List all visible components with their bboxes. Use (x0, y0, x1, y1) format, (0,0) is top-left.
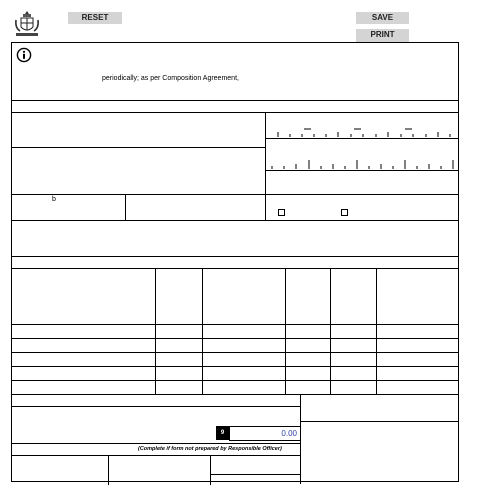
table-row (11, 366, 459, 367)
comb-input-bottom[interactable] (266, 158, 459, 172)
print-button[interactable]: PRINT (356, 29, 409, 42)
divider (210, 455, 211, 485)
info-text: periodically; as per Composition Agreement, (102, 75, 239, 82)
divider (11, 256, 459, 257)
table-column-line (285, 268, 286, 394)
divider (210, 474, 301, 475)
comb-input-top[interactable] (266, 118, 459, 140)
checkbox-option-2[interactable] (341, 209, 348, 216)
table-row (11, 324, 459, 325)
checkbox-option-1[interactable] (278, 209, 285, 216)
divider (11, 112, 459, 113)
info-icon (16, 47, 32, 63)
field-b-label: b (52, 196, 56, 203)
responsible-officer-note: (Complete if form not prepared by Responsible Officer) (138, 446, 282, 452)
reset-button[interactable]: RESET (68, 12, 122, 24)
divider (11, 406, 301, 407)
coat-of-arms-logo (12, 8, 42, 38)
save-button[interactable]: SAVE (356, 12, 409, 24)
divider (11, 443, 301, 444)
table-column-line (155, 268, 156, 394)
divider (11, 455, 301, 456)
table-column-line (376, 268, 377, 394)
divider (11, 268, 459, 269)
form-frame (11, 42, 459, 482)
table-row (11, 380, 459, 381)
divider (125, 194, 126, 220)
divider (108, 455, 109, 485)
item-number-badge: 9 (216, 426, 229, 440)
total-amount-field[interactable]: 0.00 (229, 426, 301, 441)
divider (11, 194, 459, 195)
divider (300, 421, 459, 422)
table-column-line (202, 268, 203, 394)
table-row (11, 352, 459, 353)
divider (11, 100, 459, 101)
divider (11, 220, 459, 221)
table-row (11, 394, 459, 395)
table-column-line (330, 268, 331, 394)
table-row (11, 338, 459, 339)
divider (11, 147, 265, 148)
